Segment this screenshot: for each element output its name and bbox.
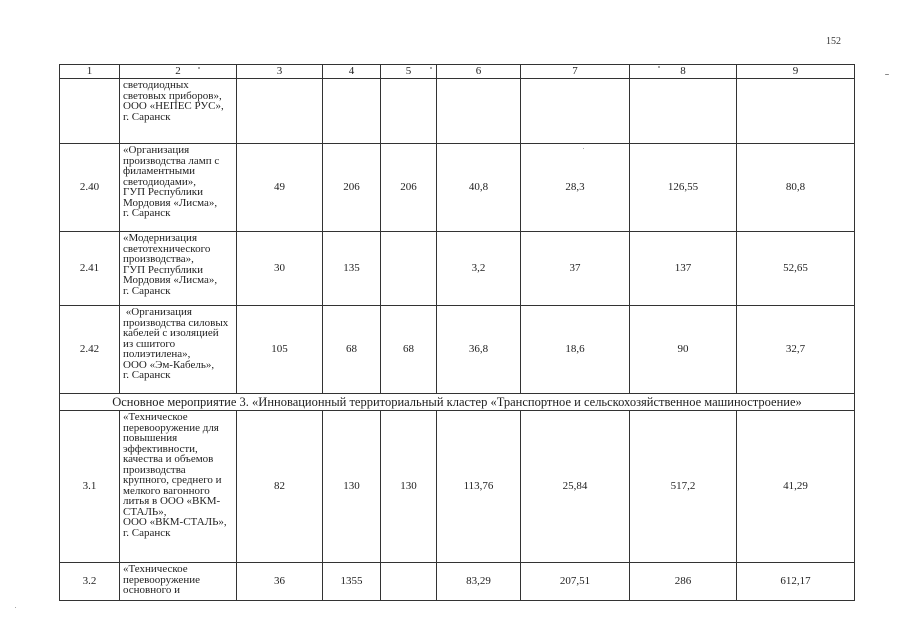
- row-name: [120, 411, 237, 563]
- value-cell: 206: [323, 144, 381, 232]
- name-line: светодиодных: [123, 79, 189, 91]
- name-line: производства: [123, 463, 186, 476]
- value-cell: [437, 79, 521, 144]
- name-line: г. Саранск: [123, 369, 171, 381]
- col-header: 8: [630, 65, 737, 79]
- name-line: филаментными: [123, 165, 196, 177]
- value-cell: 32,7: [737, 306, 855, 394]
- row-number: 3.2: [60, 563, 120, 601]
- value-cell: 28,3: [521, 144, 630, 232]
- row-number: 2.41: [60, 232, 120, 306]
- value-cell: 68: [381, 306, 437, 394]
- name-line: «Техническое: [123, 563, 188, 575]
- value-cell: 80,8: [737, 144, 855, 232]
- data-table: [59, 64, 855, 601]
- name-line: г. Саранск: [123, 526, 171, 539]
- value-cell: 206: [381, 144, 437, 232]
- value-cell: 517,2: [630, 411, 737, 563]
- value-cell: 36: [237, 563, 323, 601]
- value-cell: [381, 79, 437, 144]
- col-header: 7: [521, 65, 630, 79]
- value-cell: 68: [323, 306, 381, 394]
- row-number: 2.42: [60, 306, 120, 394]
- row-name: [120, 232, 237, 306]
- col-header: 1: [60, 65, 120, 79]
- value-cell: 18,6: [521, 306, 630, 394]
- value-cell: 52,65: [737, 232, 855, 306]
- value-cell: 286: [630, 563, 737, 601]
- row-number: 2.40: [60, 144, 120, 232]
- name-line: «Организация: [123, 306, 192, 318]
- name-line: ГУП Республики: [123, 263, 204, 276]
- value-cell: 105: [237, 306, 323, 394]
- name-line: светодиодами»,: [123, 175, 196, 188]
- value-cell: [521, 79, 630, 144]
- value-cell: 1355: [323, 563, 381, 601]
- value-cell: 137: [630, 232, 737, 306]
- header-row: [60, 65, 855, 79]
- name-line: ООО «НЕПЕС РУС»,: [123, 100, 224, 112]
- name-line: производства силовых: [123, 316, 229, 329]
- name-line: основного и: [123, 584, 180, 596]
- col-header: 9: [737, 65, 855, 79]
- value-cell: 90: [630, 306, 737, 394]
- row-name: [120, 306, 237, 394]
- value-cell: [323, 79, 381, 144]
- value-cell: 30: [237, 232, 323, 306]
- name-line: ООО «ВКМ-СТАЛЬ»,: [123, 516, 227, 528]
- name-line: повышения: [123, 432, 178, 444]
- name-line: полиэтилена»,: [123, 348, 191, 360]
- value-cell: [381, 232, 437, 306]
- section-row: [60, 394, 855, 411]
- section-title: Основное мероприятие 3. «Инновационный территориальный кластер «Транспортное и сельскохозяйственное машиностроение»: [60, 394, 855, 411]
- name-line: перевооружение для: [123, 421, 219, 434]
- value-cell: 130: [323, 411, 381, 563]
- name-line: световых приборов»,: [123, 89, 222, 102]
- name-line: крупного, среднего и: [123, 474, 222, 486]
- table-row: [60, 306, 855, 394]
- row-name: [120, 563, 237, 601]
- value-cell: 36,8: [437, 306, 521, 394]
- name-line: мелкого вагонного: [123, 484, 210, 497]
- name-line: ООО «Эм-Кабель»,: [123, 358, 215, 371]
- name-line: производства ламп с: [123, 154, 220, 167]
- value-cell: 135: [323, 232, 381, 306]
- value-cell: 37: [521, 232, 630, 306]
- col-header: 4: [323, 65, 381, 79]
- value-cell: 83,29: [437, 563, 521, 601]
- table-row: [60, 79, 855, 144]
- value-cell: [237, 79, 323, 144]
- name-line: «Организация: [123, 144, 190, 156]
- page-number: 152: [826, 36, 841, 47]
- value-cell: 49: [237, 144, 323, 232]
- name-line: литья в ООО «ВКМ-: [123, 495, 221, 507]
- value-cell: [381, 563, 437, 601]
- table-row: [60, 232, 855, 306]
- value-cell: 113,76: [437, 411, 521, 563]
- row-number: 3.1: [60, 411, 120, 563]
- col-header: 5: [381, 65, 437, 79]
- value-cell: 82: [237, 411, 323, 563]
- value-cell: 207,51: [521, 563, 630, 601]
- table-row: [60, 411, 855, 563]
- value-cell: 40,8: [437, 144, 521, 232]
- table-row: [60, 563, 855, 601]
- row-number: [60, 79, 120, 144]
- value-cell: 612,17: [737, 563, 855, 601]
- value-cell: 25,84: [521, 411, 630, 563]
- name-line: Мордовия «Лисма»,: [123, 274, 218, 286]
- value-cell: 126,55: [630, 144, 737, 232]
- name-line: производства»,: [123, 253, 194, 265]
- row-name: [120, 144, 237, 232]
- value-cell: 3,2: [437, 232, 521, 306]
- name-line: г. Саранск: [123, 207, 171, 219]
- name-line: качества и объемов: [123, 453, 214, 465]
- name-line: эффективности,: [123, 442, 198, 455]
- name-line: ГУП Республики: [123, 186, 204, 198]
- name-line: г. Саранск: [123, 110, 171, 123]
- value-cell: [737, 79, 855, 144]
- table-row: [60, 144, 855, 232]
- value-cell: [630, 79, 737, 144]
- col-header: 6: [437, 65, 521, 79]
- value-cell: 41,29: [737, 411, 855, 563]
- row-name: [120, 79, 237, 144]
- name-line: Мордовия «Лисма»,: [123, 196, 218, 209]
- name-line: СТАЛЬ»,: [123, 505, 167, 518]
- name-line: перевооружение: [123, 573, 200, 586]
- value-cell: 130: [381, 411, 437, 563]
- name-line: из сшитого: [123, 337, 176, 350]
- col-header: 3: [237, 65, 323, 79]
- name-line: «Техническое: [123, 411, 188, 423]
- col-header: 2: [120, 65, 237, 79]
- name-line: «Модернизация: [123, 232, 198, 244]
- name-line: кабелей с изоляцией: [123, 327, 219, 339]
- name-line: светотехнического: [123, 242, 211, 255]
- name-line: г. Саранск: [123, 284, 171, 297]
